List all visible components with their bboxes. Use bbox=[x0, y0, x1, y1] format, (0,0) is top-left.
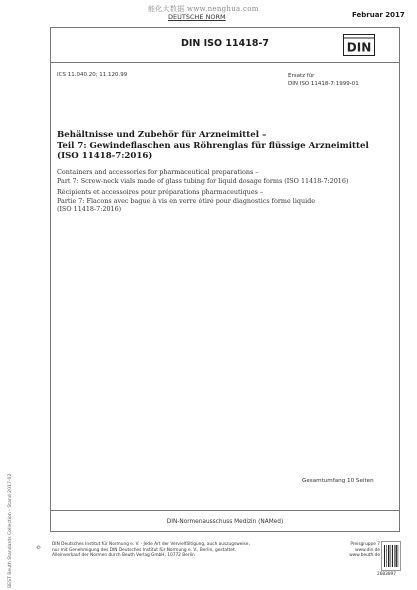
title-french bbox=[57, 188, 392, 214]
barcode-icon bbox=[381, 541, 401, 571]
price-group: Preisgruppe 7 bbox=[350, 542, 380, 547]
publication-date: Februar 2017 bbox=[352, 11, 405, 19]
header-divider bbox=[50, 62, 400, 63]
total-pages: Gesamtumfang 10 Seiten bbox=[302, 478, 374, 484]
collection-side-text: BEST Beuth Standards Collection - Stand 2017-02 bbox=[8, 473, 13, 588]
series-label: DEUTSCHE NORM bbox=[168, 13, 226, 21]
watermark-text: 能化大数据 www.nenghua.com bbox=[148, 5, 259, 13]
footer-divider bbox=[50, 510, 400, 511]
copyright-notice bbox=[52, 542, 292, 559]
din-logo-icon bbox=[343, 34, 375, 56]
title-fr-line: (ISO 11418-7:2016) bbox=[57, 205, 122, 214]
replaces-block bbox=[288, 72, 359, 88]
title-fr-line: Récipients et accessoires pour préparations pharmaceutiques – bbox=[57, 188, 264, 196]
din-url-link[interactable]: www.din.de bbox=[355, 547, 380, 553]
title-de-line: Teil 7: Gewindeflaschen aus Röhrenglas für flüssige Arzneimittel bbox=[57, 140, 369, 151]
copyright-symbol: © bbox=[36, 545, 41, 551]
title-fr-line: Partie 7: Flacons avec bague à vis en verre étiré pour diagnostics forme liquide bbox=[57, 196, 316, 205]
document-number: DIN ISO 11418-7 bbox=[180, 38, 270, 49]
title-en-line: Part 7: Screw-neck vials made of glass tubing for liquid dosage forms (ISO 11418-7:2016) bbox=[57, 176, 349, 185]
copyright-line: Alleinverkauf der Normen durch Beuth Verlag GmbH, 10772 Berlin bbox=[52, 553, 195, 559]
title-page-frame bbox=[50, 27, 400, 532]
title-en-line: Containers and accessories for pharmaceutical preparations – bbox=[57, 168, 259, 176]
title-english bbox=[57, 168, 392, 185]
price-info bbox=[330, 542, 380, 559]
beuth-url-link[interactable]: www.beuth.de bbox=[349, 553, 380, 559]
ics-code: ICS 11.040.20; 11.120.99 bbox=[57, 72, 128, 78]
title-de-line: Behältnisse und Zubehör für Arzneimittel – bbox=[57, 130, 267, 140]
title-german bbox=[57, 130, 387, 162]
din-logo-text: DIN bbox=[346, 40, 372, 55]
replaces-document: DIN ISO 11418-7:1999-01 bbox=[288, 81, 359, 87]
standards-committee: DIN-Normenausschuss Medizin (NAMed) bbox=[166, 519, 284, 525]
copyright-line: DIN Deutsches Institut für Normung e. V. · Jede Art der Vervielfältigung, auch auszugsweise, bbox=[52, 542, 250, 547]
barcode-number: 2603097 bbox=[377, 572, 396, 577]
replaces-label: Ersatz für bbox=[288, 73, 315, 79]
title-de-line: (ISO 11418-7:2016) bbox=[57, 151, 153, 161]
copyright-line: nur mit Genehmigung des DIN Deutsches Institut für Normung e. V., Berlin, gestattet. bbox=[52, 547, 237, 553]
